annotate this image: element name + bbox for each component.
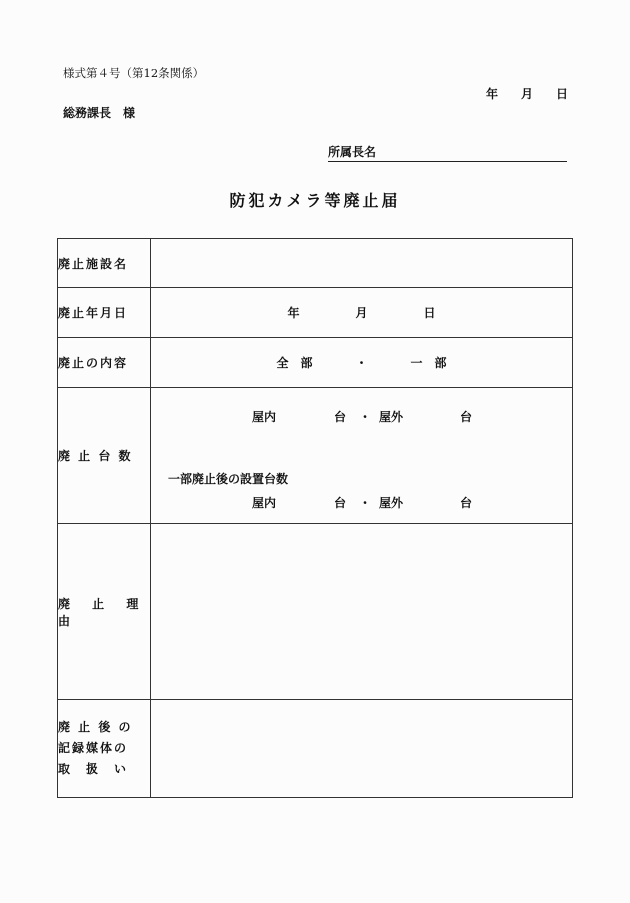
abolition-day: 日	[423, 306, 436, 320]
media-handling-field[interactable]	[151, 700, 573, 798]
remaining-indoor-label: 屋内	[252, 496, 277, 510]
abolition-month: 月	[355, 306, 368, 320]
abolition-reason-row	[58, 524, 573, 700]
media-handling-label	[58, 700, 151, 798]
abolition-count-field[interactable]	[151, 388, 573, 524]
remaining-separator: ・	[359, 496, 372, 510]
media-handling-row	[58, 700, 573, 798]
abolition-scope-label: 廃止の内容	[58, 338, 151, 388]
outdoor-label: 屋外	[379, 410, 404, 424]
submission-date	[486, 85, 568, 102]
abolished-count-line	[151, 406, 572, 426]
media-label-line-3: 取 扱 い	[58, 762, 129, 776]
scope-all-option[interactable]: 全 部	[276, 356, 313, 370]
facility-name-field[interactable]	[151, 239, 573, 288]
facility-name-row	[58, 239, 573, 288]
abolition-scope-row	[58, 338, 573, 388]
department-head-field[interactable]: 所属長名	[328, 143, 567, 162]
facility-name-label: 廃止施設名	[58, 239, 151, 288]
indoor-unit: 台	[334, 410, 347, 424]
month-label: 月	[520, 87, 533, 101]
abolition-count-label: 廃 止 台 数	[58, 388, 151, 524]
document-title: 防犯カメラ等廃止届	[229, 191, 401, 210]
after-partial-label: 一部廃止後の設置台数	[168, 472, 289, 486]
after-partial-heading	[151, 468, 572, 488]
indoor-label: 屋内	[252, 410, 277, 424]
remaining-outdoor-label: 屋外	[379, 496, 404, 510]
media-label-line-1: 廃 止 後 の	[58, 720, 133, 734]
count-separator: ・	[359, 410, 372, 424]
abolition-date-field[interactable]	[151, 288, 573, 338]
scope-partial-option[interactable]: 一 部	[410, 356, 447, 370]
abolition-date-label: 廃止年月日	[58, 288, 151, 338]
abolition-scope-field[interactable]	[151, 338, 573, 388]
year-label: 年	[486, 87, 499, 101]
notification-form-table	[57, 238, 573, 798]
remaining-outdoor-unit: 台	[460, 496, 473, 510]
day-label: 日	[555, 87, 568, 101]
media-label-line-2: 記録媒体の	[58, 741, 129, 755]
outdoor-unit: 台	[460, 410, 473, 424]
abolition-reason-field[interactable]	[151, 524, 573, 700]
remaining-indoor-unit: 台	[334, 496, 347, 510]
abolition-reason-label: 廃 止 理 由	[58, 524, 151, 700]
scope-separator: ・	[355, 356, 368, 370]
addressee: 総務課長 様	[63, 106, 136, 120]
form-number: 様式第４号（第12条関係）	[63, 66, 205, 80]
remaining-count-line	[151, 492, 572, 512]
abolition-count-row	[58, 388, 573, 524]
abolition-date-row	[58, 288, 573, 338]
abolition-year: 年	[287, 306, 300, 320]
